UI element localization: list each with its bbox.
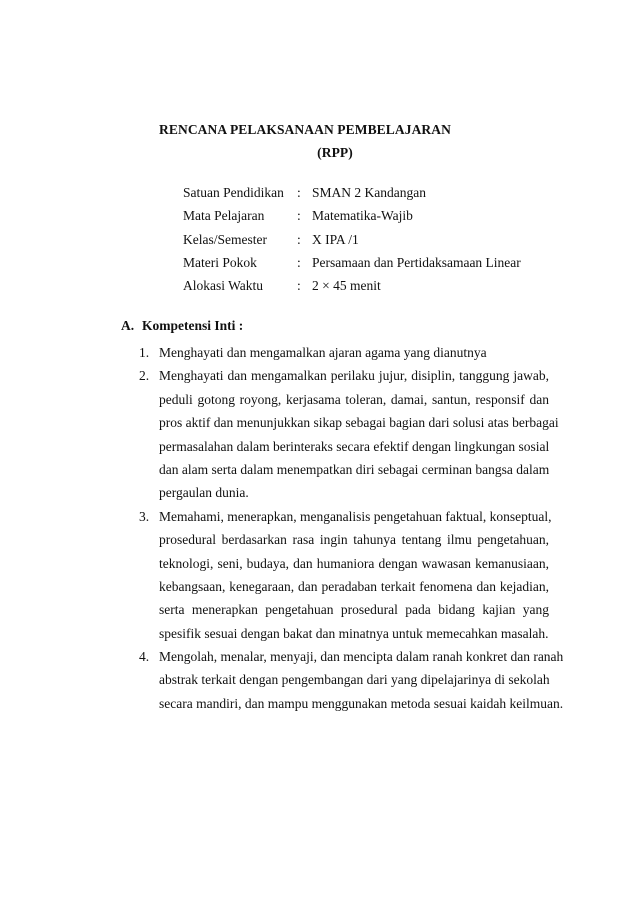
info-colon: :: [297, 231, 301, 247]
list-item-line: kebangsaan, kenegaraan, dan peradaban terkait fenomena dan kejadian,: [159, 578, 549, 594]
list-item-number: 2.: [139, 368, 150, 384]
document-title: RENCANA PELAKSANAAN PEMBELAJARAN: [159, 122, 451, 137]
list-item-line: dan alam serta dalam menempatkan diri sebagai cerminan bangsa dalam: [159, 461, 550, 477]
info-value: X IPA /1: [312, 231, 359, 247]
list-item-line: pergaulan dunia.: [159, 485, 249, 501]
info-label: Alokasi Waktu: [183, 278, 264, 294]
info-colon: :: [297, 208, 301, 224]
list-item-number: 3.: [139, 508, 150, 524]
info-value: 2 × 45 menit: [312, 278, 381, 294]
info-label: Satuan Pendidikan: [183, 185, 284, 200]
list-item: [139, 645, 564, 715]
info-label: Materi Pokok: [183, 254, 257, 270]
info-value: SMAN 2 Kandangan: [312, 185, 426, 200]
info-value: Persamaan dan Pertidaksamaan Linear: [312, 254, 521, 270]
document-subtitle: (RPP): [317, 145, 353, 160]
list-item-line: Menghayati dan mengamalkan ajaran agama yang dianutnya: [159, 345, 487, 360]
list-item-line: prosedural berdasarkan rasa ingin tahunya tentang ilmu pengetahuan,: [159, 532, 549, 548]
kompetensi-list: [139, 341, 564, 715]
section-heading-kompetensi-inti: [121, 318, 243, 334]
list-item-line: secara mandiri, dan mampu menggunakan metoda sesuai kaidah keilmuan.: [159, 695, 564, 711]
section-title: Kompetensi Inti :: [142, 318, 244, 333]
list-item-number: 1.: [139, 345, 150, 360]
list-item: [139, 364, 559, 504]
list-item-line: Mengolah, menalar, menyaji, dan mencipta dalam ranah konkret dan ranah: [159, 649, 564, 665]
info-label: Kelas/Semester: [183, 231, 267, 247]
list-item: [139, 505, 552, 645]
list-item-line: abstrak terkait dengan pengembangan dari yang dipelajarinya di sekolah: [159, 672, 550, 688]
list-item-number: 4.: [139, 649, 150, 665]
list-item-line: teknologi, seni, budaya, dan humaniora dengan wawasan kemanusiaan,: [159, 555, 549, 571]
list-item-line: serta menerapkan pengetahuan prosedural pada bidang kajian yang: [159, 602, 549, 618]
info-colon: :: [297, 185, 301, 200]
info-value: Matematika-Wajib: [312, 208, 413, 224]
info-colon: :: [297, 278, 301, 294]
section-letter: A.: [121, 318, 135, 333]
list-item-line: Memahami, menerapkan, menganalisis pengetahuan faktual, konseptual,: [159, 508, 552, 524]
list-item-line: Menghayati dan mengamalkan perilaku jujur, disiplin, tanggung jawab,: [159, 368, 549, 384]
list-item-line: peduli gotong royong, kerjasama toleran, damai, santun, responsif dan: [159, 391, 549, 407]
list-item-line: spesifik sesuai dengan bakat dan minatnya untuk memecahkan masalah.: [159, 625, 549, 641]
list-item-line: permasalahan dalam berinteraks secara efektif dengan lingkungan sosial: [159, 438, 550, 454]
list-item: [139, 341, 549, 364]
info-colon: :: [297, 254, 301, 270]
info-label: Mata Pelajaran: [183, 208, 265, 224]
list-item-line: pros aktif dan menunjukkan sikap sebagai bagian dari solusi atas berbagai: [159, 415, 559, 431]
